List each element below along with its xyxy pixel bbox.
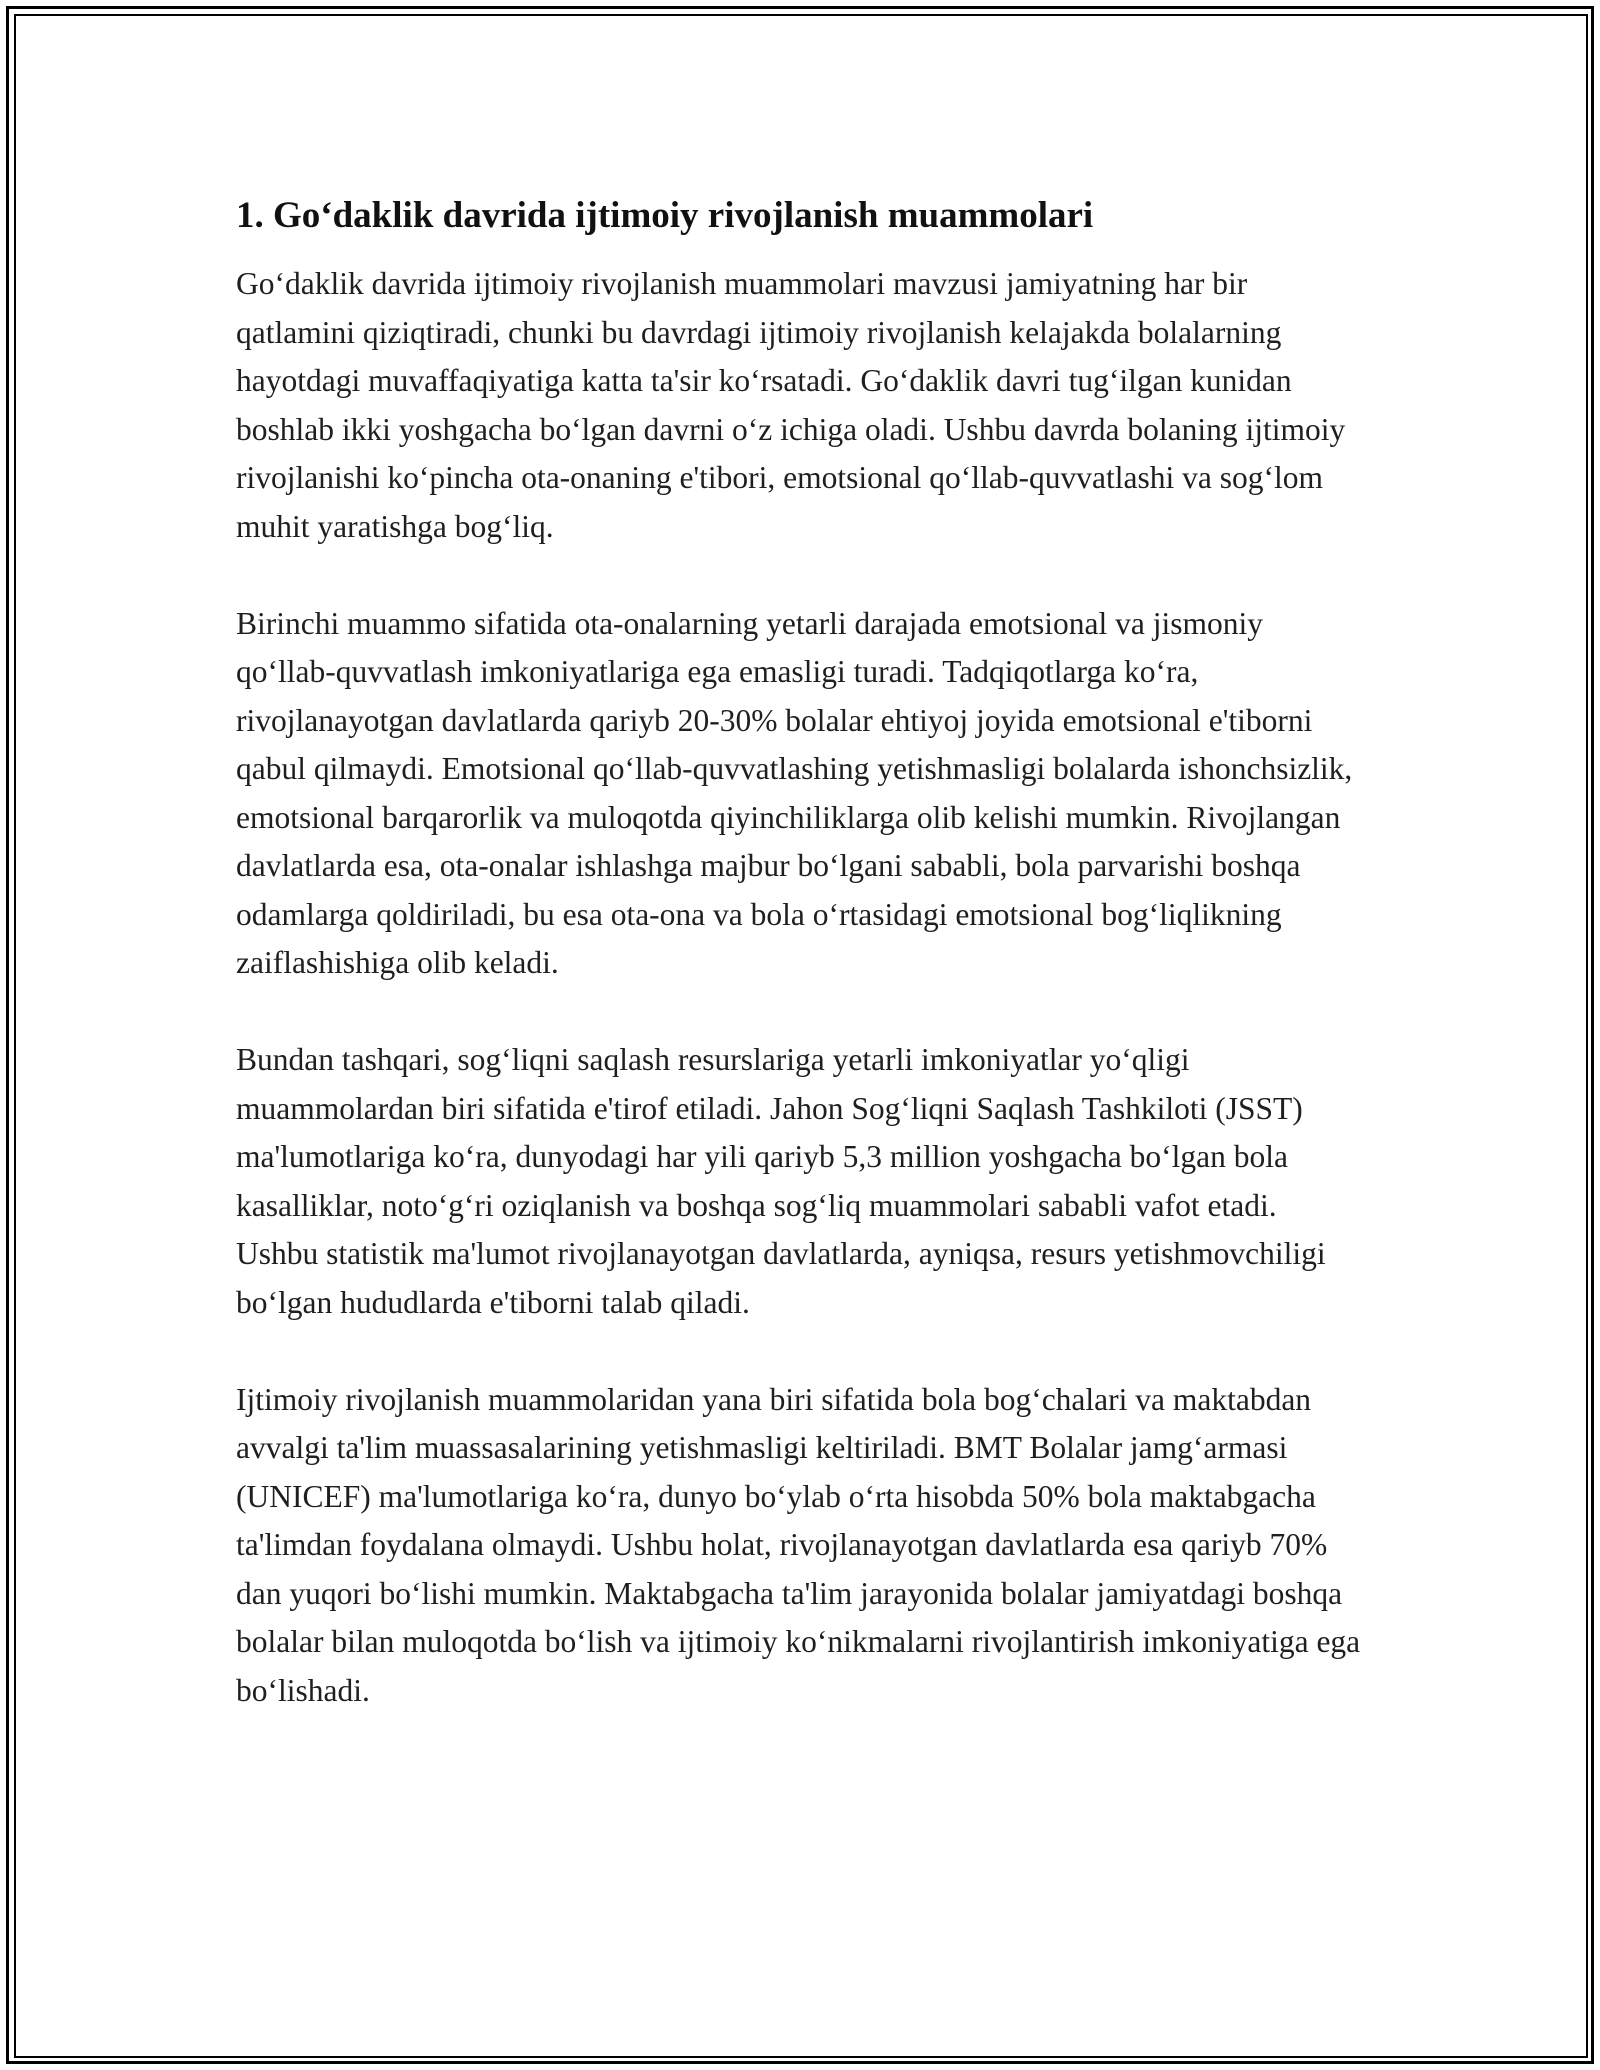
paragraph-emotional-support: Birinchi muammo sifatida ota-onalarning yetarli darajada emotsional va jismoniy qo‘llab-quvvatlash imkoniyatlariga ega emasligi turadi. Tadqiqotlarga ko‘ra, rivojlanayotgan davlatlarda qariyb 20-30% bolalar ehtiyoj joyida emotsional e'tiborni qabul qilmaydi. Emotsional qo‘llab-quvvatlashing yetishmasligi bolalarda ishonchsizlik, emotsional barqarorlik va muloqotda qiyinchiliklarga olib kelishi mumkin. Rivojlangan davlatlarda esa, ota-onalar ishlashga majbur bo‘lgani sababli, bola parvarishi boshqa odamlarga qoldiriladi, bu esa ota-ona va bola o‘rtasidagi emotsional bog‘liqlikning zaiflashishiga olib keladi. <box>236 605 1353 980</box>
section-heading: 1. Go‘daklik davrida ijtimoiy rivojlanish muammolari <box>236 195 1094 236</box>
document-body <box>236 188 1366 1715</box>
paragraph-preschool-education: Ijtimoiy rivojlanish muammolaridan yana biri sifatida bola bog‘chalari va maktabdan avvalgi ta'lim muassasalarining yetishmasligi keltiriladi. BMT Bolalar jamg‘armasi (UNICEF) ma'lumotlariga ko‘ra, dunyo bo‘ylab o‘rta hisobda 50% bola maktabgacha ta'limdan foydalana olmaydi. Ushbu holat, rivojlanayotgan davlatlarda esa qariyb 70% dan yuqori bo‘lishi mumkin. Maktabgacha ta'lim jarayonida bolalar jamiyatdagi boshqa bolalar bilan muloqotda bo‘lish va ijtimoiy ko‘nikmalarni rivojlantirish imkoniyatiga ega bo‘lishadi. <box>236 1381 1361 1708</box>
paragraph-health-resources: Bundan tashqari, sog‘liqni saqlash resurslariga yetarli imkoniyatlar yo‘qligi muammolardan biri sifatida e'tirof etiladi. Jahon Sog‘liqni Saqlash Tashkiloti (JSST) ma'lumotlariga ko‘ra, dunyodagi har yili qariyb 5,3 million yoshgacha bo‘lgan bola kasalliklar, noto‘g‘ri oziqlanish va boshqa sog‘liq muammolari sababli vafot etadi. Ushbu statistik ma'lumot rivojlanayotgan davlatlarda, ayniqsa, resurs yetishmovchiligi bo‘lgan hududlarda e'tiborni talab qiladi. <box>236 1042 1326 1320</box>
paragraph-intro: Go‘daklik davrida ijtimoiy rivojlanish muammolari mavzusi jamiyatning har bir qatlamini qiziqtiradi, chunki bu davrdagi ijtimoiy rivojlanish kelajakda bolalarning hayotdagi muvaffaqiyatiga katta ta'sir ko‘rsatadi. Go‘daklik davri tug‘ilgan kunidan boshlab ikki yoshgacha bo‘lgan davrni o‘z ichiga oladi. Ushbu davrda bolaning ijtimoiy rivojlanishi ko‘pincha ota-onaning e'tibori, emotsional qo‘llab-quvvatlashi va sog‘lom muhit yaratishga bog‘liq. <box>236 266 1346 544</box>
